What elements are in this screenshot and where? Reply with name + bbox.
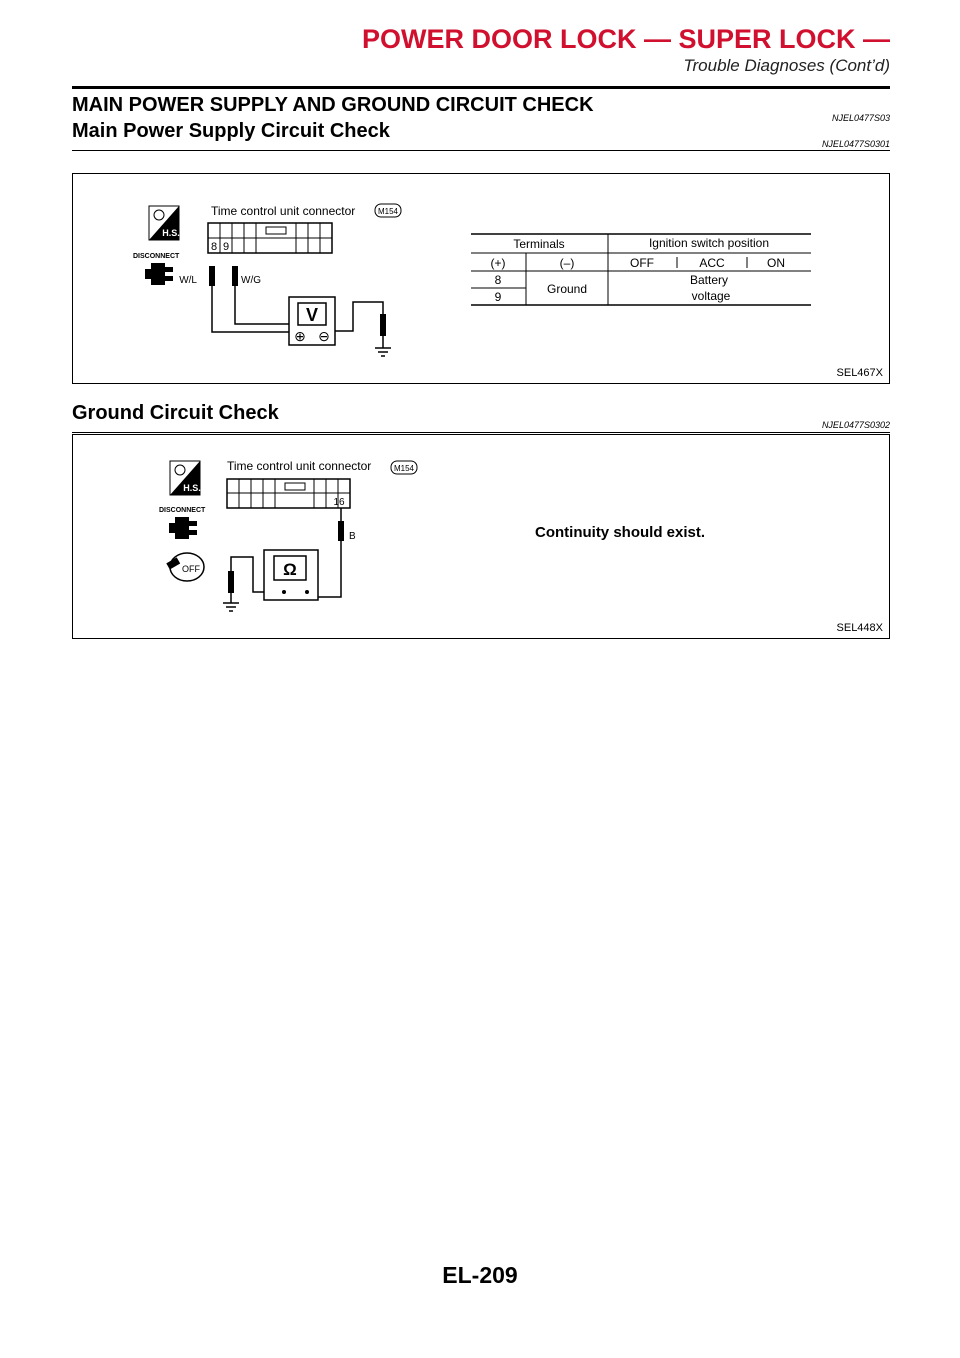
figure-id-sel467x: SEL467X bbox=[836, 367, 883, 379]
pin-8-label: 8 bbox=[210, 241, 218, 253]
table-head-ignition: Ignition switch position bbox=[648, 236, 770, 250]
header-subtitle: Trouble Diagnoses (Cont’d) bbox=[683, 56, 890, 75]
table-row2-plus: 9 bbox=[494, 290, 502, 304]
section-title: MAIN POWER SUPPLY AND GROUND CIRCUIT CHECK bbox=[72, 94, 594, 116]
table-minus-ground: Ground bbox=[546, 282, 588, 296]
ohmmeter-icon bbox=[264, 550, 318, 600]
hs-badge-icon bbox=[170, 461, 201, 495]
connector-code: M154 bbox=[393, 464, 415, 473]
key-off-label: OFF bbox=[182, 564, 200, 574]
disconnect-connector-icon bbox=[169, 517, 197, 539]
section-ref: NJEL0477S03 bbox=[831, 113, 890, 123]
subsection-rule-2 bbox=[72, 432, 890, 433]
disconnect-label: DISCONNECT bbox=[133, 253, 180, 260]
probe-wl bbox=[209, 266, 215, 286]
ohmmeter-symbol: Ω bbox=[283, 560, 297, 579]
connector-label: Time control unit connector bbox=[227, 459, 372, 473]
wire-wg-label: W/G bbox=[241, 275, 261, 286]
figure-id-sel448x: SEL448X bbox=[836, 622, 883, 634]
voltmeter-symbol: V bbox=[305, 305, 319, 325]
figure-main-power-circuit bbox=[72, 173, 890, 384]
table-col-on: ON bbox=[767, 256, 785, 270]
table-col-plus: (+) bbox=[490, 256, 506, 270]
subsection-ref-main-power: NJEL0477S0301 bbox=[821, 139, 890, 149]
connector-label: Time control unit connector bbox=[211, 204, 356, 218]
continuity-note: Continuity should exist. bbox=[535, 524, 706, 541]
hs-badge-label: H.S. bbox=[162, 228, 180, 238]
probe-wg bbox=[232, 266, 238, 286]
ground-symbol-icon bbox=[223, 593, 239, 611]
table-col-acc: ACC bbox=[699, 256, 725, 270]
subsection-rule bbox=[72, 150, 890, 151]
main-power-diagram bbox=[73, 174, 891, 385]
voltmeter-minus: ⊖ bbox=[318, 328, 330, 344]
probe-b bbox=[338, 521, 344, 541]
table-result-line2: voltage bbox=[691, 289, 731, 303]
subsection-ref-ground: NJEL0477S0302 bbox=[821, 420, 890, 430]
hs-badge-icon bbox=[149, 206, 180, 240]
header-rule bbox=[72, 86, 890, 89]
ground-probe bbox=[228, 571, 234, 593]
subsection-title-main-power: Main Power Supply Circuit Check bbox=[72, 120, 390, 142]
voltmeter-plus: ⊕ bbox=[294, 328, 306, 344]
table-col-minus: (–) bbox=[559, 256, 575, 270]
wire-wl-label: W/L bbox=[179, 275, 197, 286]
figure-ground-circuit bbox=[72, 434, 890, 639]
pin-9-label: 9 bbox=[222, 241, 230, 253]
time-control-connector bbox=[227, 479, 350, 508]
hs-badge-label: H.S. bbox=[183, 483, 201, 493]
table-row1-plus: 8 bbox=[494, 273, 502, 287]
page-number: EL-209 bbox=[442, 1262, 518, 1288]
ground-probe bbox=[380, 314, 386, 336]
ignition-key-off-icon bbox=[166, 553, 204, 581]
table-col-off: OFF bbox=[630, 256, 654, 270]
voltmeter-icon bbox=[289, 297, 335, 345]
subsection-title-ground: Ground Circuit Check bbox=[72, 402, 279, 424]
ground-circuit-diagram bbox=[73, 435, 891, 640]
header-title: POWER DOOR LOCK — SUPER LOCK — bbox=[361, 24, 890, 54]
pin-16-label: 16 bbox=[333, 497, 345, 508]
wire-b-label: B bbox=[349, 531, 356, 542]
table-result-line1: Battery bbox=[689, 273, 729, 287]
disconnect-connector-icon bbox=[145, 263, 173, 285]
disconnect-label: DISCONNECT bbox=[159, 507, 206, 514]
ground-symbol-icon bbox=[375, 336, 391, 356]
table-head-terminals: Terminals bbox=[513, 237, 565, 251]
connector-code: M154 bbox=[377, 207, 399, 216]
